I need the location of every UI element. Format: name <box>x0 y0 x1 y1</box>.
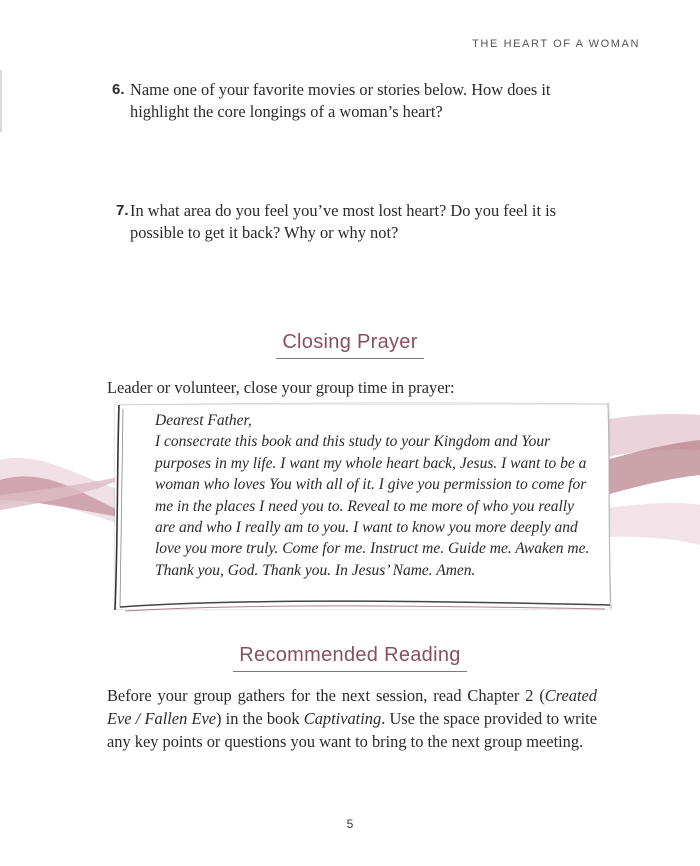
prayer-body: Dearest Father, I consecrate this book and this study to your Kingdom and Your purposes in my life. I want my whole heart back, Jesus. I want to be a woman who loves You with all of it. I give you permission to come for me in the places I need you to. Reveal to me more of who you really are and who I really am to you. I want to know you more deeply and love you more truly. Come for me. Instruct me. Guide me. Awaken me. Thank you, God. Thank you. In Jesus’ Name. Amen. <box>155 412 590 579</box>
question-7 <box>112 200 612 244</box>
question-text: In what area do you feel you’ve most lost heart? Do you feel it is possible to get it back? Why or why not? <box>130 201 557 242</box>
closing-prayer-title: Closing Prayer <box>276 331 423 359</box>
page-number: 5 <box>346 817 354 831</box>
running-head: THE HEART OF A WOMAN <box>472 38 640 50</box>
question-6 <box>112 79 612 123</box>
reading-text-part-2: ) in the book <box>216 709 304 728</box>
recommended-reading-heading <box>0 644 700 672</box>
question-text: Name one of your favorite movies or stories below. How does it highlight the core longings of a woman’s heart? <box>130 80 551 121</box>
reading-text-part-1: Before your group gathers for the next session, read Chapter 2 ( <box>107 686 545 705</box>
question-number: 6. <box>112 81 125 98</box>
chapter-title: Created Eve / Fallen Eve <box>107 686 597 728</box>
recommended-reading-title: Recommended Reading <box>233 644 466 672</box>
question-number: 7. <box>116 202 129 219</box>
prayer-intro: Leader or volunteer, close your group time in prayer: <box>107 378 455 397</box>
book-title: Captivating <box>303 709 382 728</box>
recommended-reading-text <box>107 684 597 753</box>
margin-rule <box>0 70 2 132</box>
closing-prayer-heading <box>0 331 700 359</box>
prayer-text <box>155 410 595 581</box>
reading-text-part-3: . Use the space provided to write any key points or questions you want to bring to the next group meeting. <box>107 709 597 751</box>
